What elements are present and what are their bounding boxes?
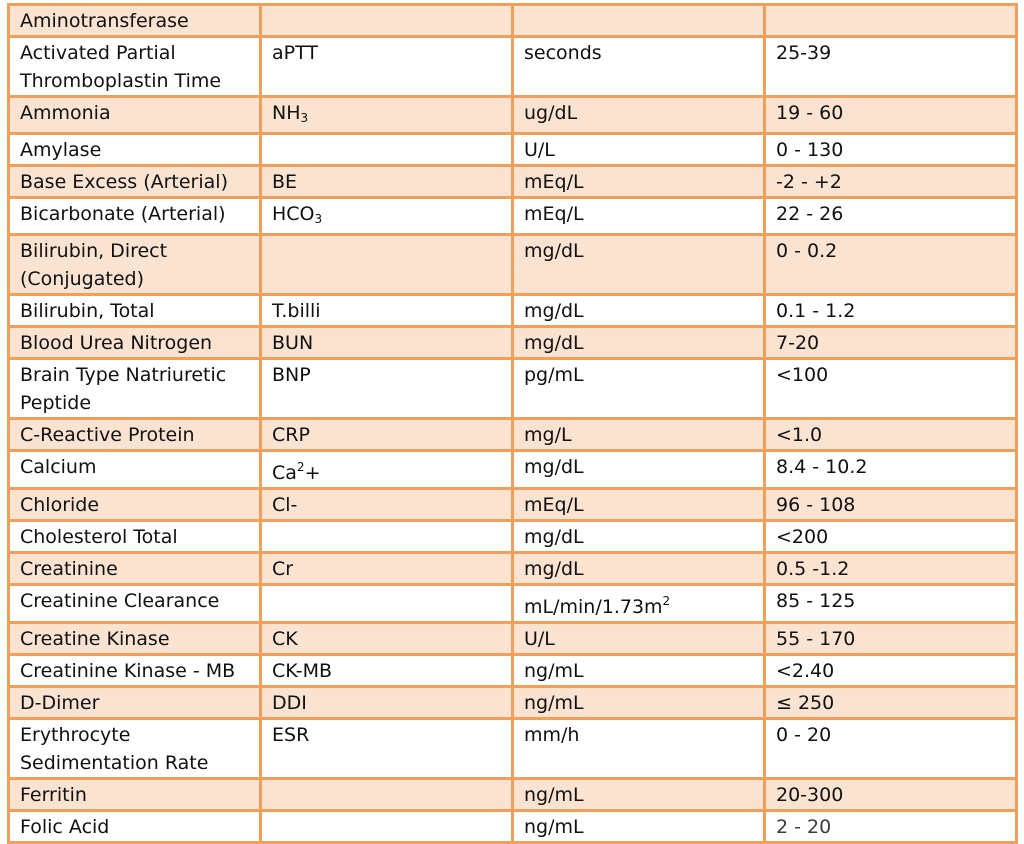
unit-cell: mEq/L (513, 489, 765, 521)
unit-cell: ng/mL (513, 811, 765, 843)
range-cell: 0.1 - 1.2 (765, 295, 1017, 327)
test-name-cell: Calcium (9, 451, 261, 489)
test-name-cell: Aminotransferase (9, 5, 261, 37)
test-name-cell: Cholesterol Total (9, 521, 261, 553)
test-name-cell: C-Reactive Protein (9, 419, 261, 451)
unit-cell: mEq/L (513, 166, 765, 198)
unit-cell: mm/h (513, 719, 765, 779)
table-row (9, 655, 1017, 687)
unit-cell: mg/dL (513, 235, 765, 295)
abbreviation-cell: T.billi (261, 295, 513, 327)
test-name-cell: Bilirubin, Direct (Conjugated) (9, 235, 261, 295)
table-row (9, 134, 1017, 166)
table-row (9, 235, 1017, 295)
abbreviation-superscript: 2 (296, 460, 305, 474)
unit-cell: mg/dL (513, 451, 765, 489)
abbreviation-cell: DDI (261, 687, 513, 719)
range-cell: 7-20 (765, 327, 1017, 359)
test-name-cell: Erythrocyte Sedimentation Rate (9, 719, 261, 779)
abbreviation-cell (261, 585, 513, 623)
abbreviation-cell (261, 521, 513, 553)
abbreviation-cell (261, 779, 513, 811)
test-name-cell: Creatinine Clearance (9, 585, 261, 623)
test-name-cell: D-Dimer (9, 687, 261, 719)
unit-cell: ug/dL (513, 97, 765, 134)
table-row (9, 97, 1017, 134)
table-row (9, 359, 1017, 419)
table-row (9, 553, 1017, 585)
range-cell: <2.40 (765, 655, 1017, 687)
abbreviation-cell: BUN (261, 327, 513, 359)
table-row (9, 166, 1017, 198)
test-name-cell: Bicarbonate (Arterial) (9, 198, 261, 235)
table-row (9, 5, 1017, 37)
range-cell: 0 - 20 (765, 719, 1017, 779)
unit-cell: ng/mL (513, 687, 765, 719)
abbreviation-cell: CK (261, 623, 513, 655)
abbreviation-base: Ca (272, 462, 297, 484)
range-cell: 0 - 130 (765, 134, 1017, 166)
range-cell: 55 - 170 (765, 623, 1017, 655)
range-cell: 25-39 (765, 37, 1017, 97)
abbreviation-base: NH (272, 102, 301, 124)
range-cell: <100 (765, 359, 1017, 419)
abbreviation-cell (261, 451, 513, 489)
table-row (9, 811, 1017, 843)
unit-cell: mEq/L (513, 198, 765, 235)
test-name-cell: Folic Acid (9, 811, 261, 843)
unit-cell: U/L (513, 134, 765, 166)
range-cell: 8.4 - 10.2 (765, 451, 1017, 489)
test-name-cell: Chloride (9, 489, 261, 521)
table-row (9, 585, 1017, 623)
table-row (9, 37, 1017, 97)
abbreviation-cell (261, 198, 513, 235)
range-cell: 2 - 20 (765, 811, 1017, 843)
test-name-cell: Creatinine (9, 553, 261, 585)
table-row (9, 687, 1017, 719)
table-row (9, 327, 1017, 359)
test-name-cell: Base Excess (Arterial) (9, 166, 261, 198)
range-cell: 85 - 125 (765, 585, 1017, 623)
abbreviation-cell: BNP (261, 359, 513, 419)
abbreviation-cell: Cl- (261, 489, 513, 521)
test-name-cell: Blood Urea Nitrogen (9, 327, 261, 359)
abbreviation-cell: Cr (261, 553, 513, 585)
unit-cell: mg/dL (513, 295, 765, 327)
abbreviation-cell (261, 134, 513, 166)
abbreviation-cell: aPTT (261, 37, 513, 97)
abbreviation-cell: CRP (261, 419, 513, 451)
table-row (9, 419, 1017, 451)
range-cell: 0 - 0.2 (765, 235, 1017, 295)
abbreviation-cell (261, 811, 513, 843)
range-cell: 0.5 -1.2 (765, 553, 1017, 585)
unit-cell: U/L (513, 623, 765, 655)
table-row (9, 719, 1017, 779)
range-cell: 22 - 26 (765, 198, 1017, 235)
range-cell: ≤ 250 (765, 687, 1017, 719)
range-cell: 96 - 108 (765, 489, 1017, 521)
table-row (9, 521, 1017, 553)
table-row (9, 623, 1017, 655)
range-cell: -2 - +2 (765, 166, 1017, 198)
table-row (9, 451, 1017, 489)
test-name-cell: Ferritin (9, 779, 261, 811)
abbreviation-cell (261, 235, 513, 295)
test-name-cell: Bilirubin, Total (9, 295, 261, 327)
unit-cell: mg/dL (513, 327, 765, 359)
unit-cell: ng/mL (513, 779, 765, 811)
test-name-cell: Activated Partial Thromboplastin Time (9, 37, 261, 97)
range-cell: <1.0 (765, 419, 1017, 451)
unit-cell: mg/dL (513, 521, 765, 553)
unit-cell: mg/dL (513, 553, 765, 585)
abbreviation-cell: CK-MB (261, 655, 513, 687)
unit-cell: seconds (513, 37, 765, 97)
test-name-cell: Brain Type Natriuretic Peptide (9, 359, 261, 419)
table-row (9, 489, 1017, 521)
range-cell (765, 5, 1017, 37)
unit-base: mL/min/1.73m (524, 596, 663, 618)
lab-values-table (7, 3, 1018, 844)
table-row (9, 295, 1017, 327)
abbreviation-cell: ESR (261, 719, 513, 779)
abbreviation-subscript: 3 (300, 111, 309, 125)
abbreviation-subscript: 3 (314, 212, 323, 226)
test-name-cell: Creatinine Kinase - MB (9, 655, 261, 687)
unit-cell: mg/L (513, 419, 765, 451)
unit-cell (513, 5, 765, 37)
abbreviation-tail: + (304, 462, 321, 484)
test-name-cell: Amylase (9, 134, 261, 166)
unit-cell: ng/mL (513, 655, 765, 687)
range-cell: 20-300 (765, 779, 1017, 811)
abbreviation-cell: BE (261, 166, 513, 198)
unit-superscript: 2 (662, 594, 671, 608)
table-row (9, 779, 1017, 811)
test-name-cell: Creatine Kinase (9, 623, 261, 655)
table-row (9, 198, 1017, 235)
range-cell: <200 (765, 521, 1017, 553)
test-name-cell: Ammonia (9, 97, 261, 134)
abbreviation-cell (261, 5, 513, 37)
abbreviation-base: HCO (272, 203, 315, 225)
range-cell: 19 - 60 (765, 97, 1017, 134)
unit-cell (513, 585, 765, 623)
unit-cell: pg/mL (513, 359, 765, 419)
abbreviation-cell (261, 97, 513, 134)
